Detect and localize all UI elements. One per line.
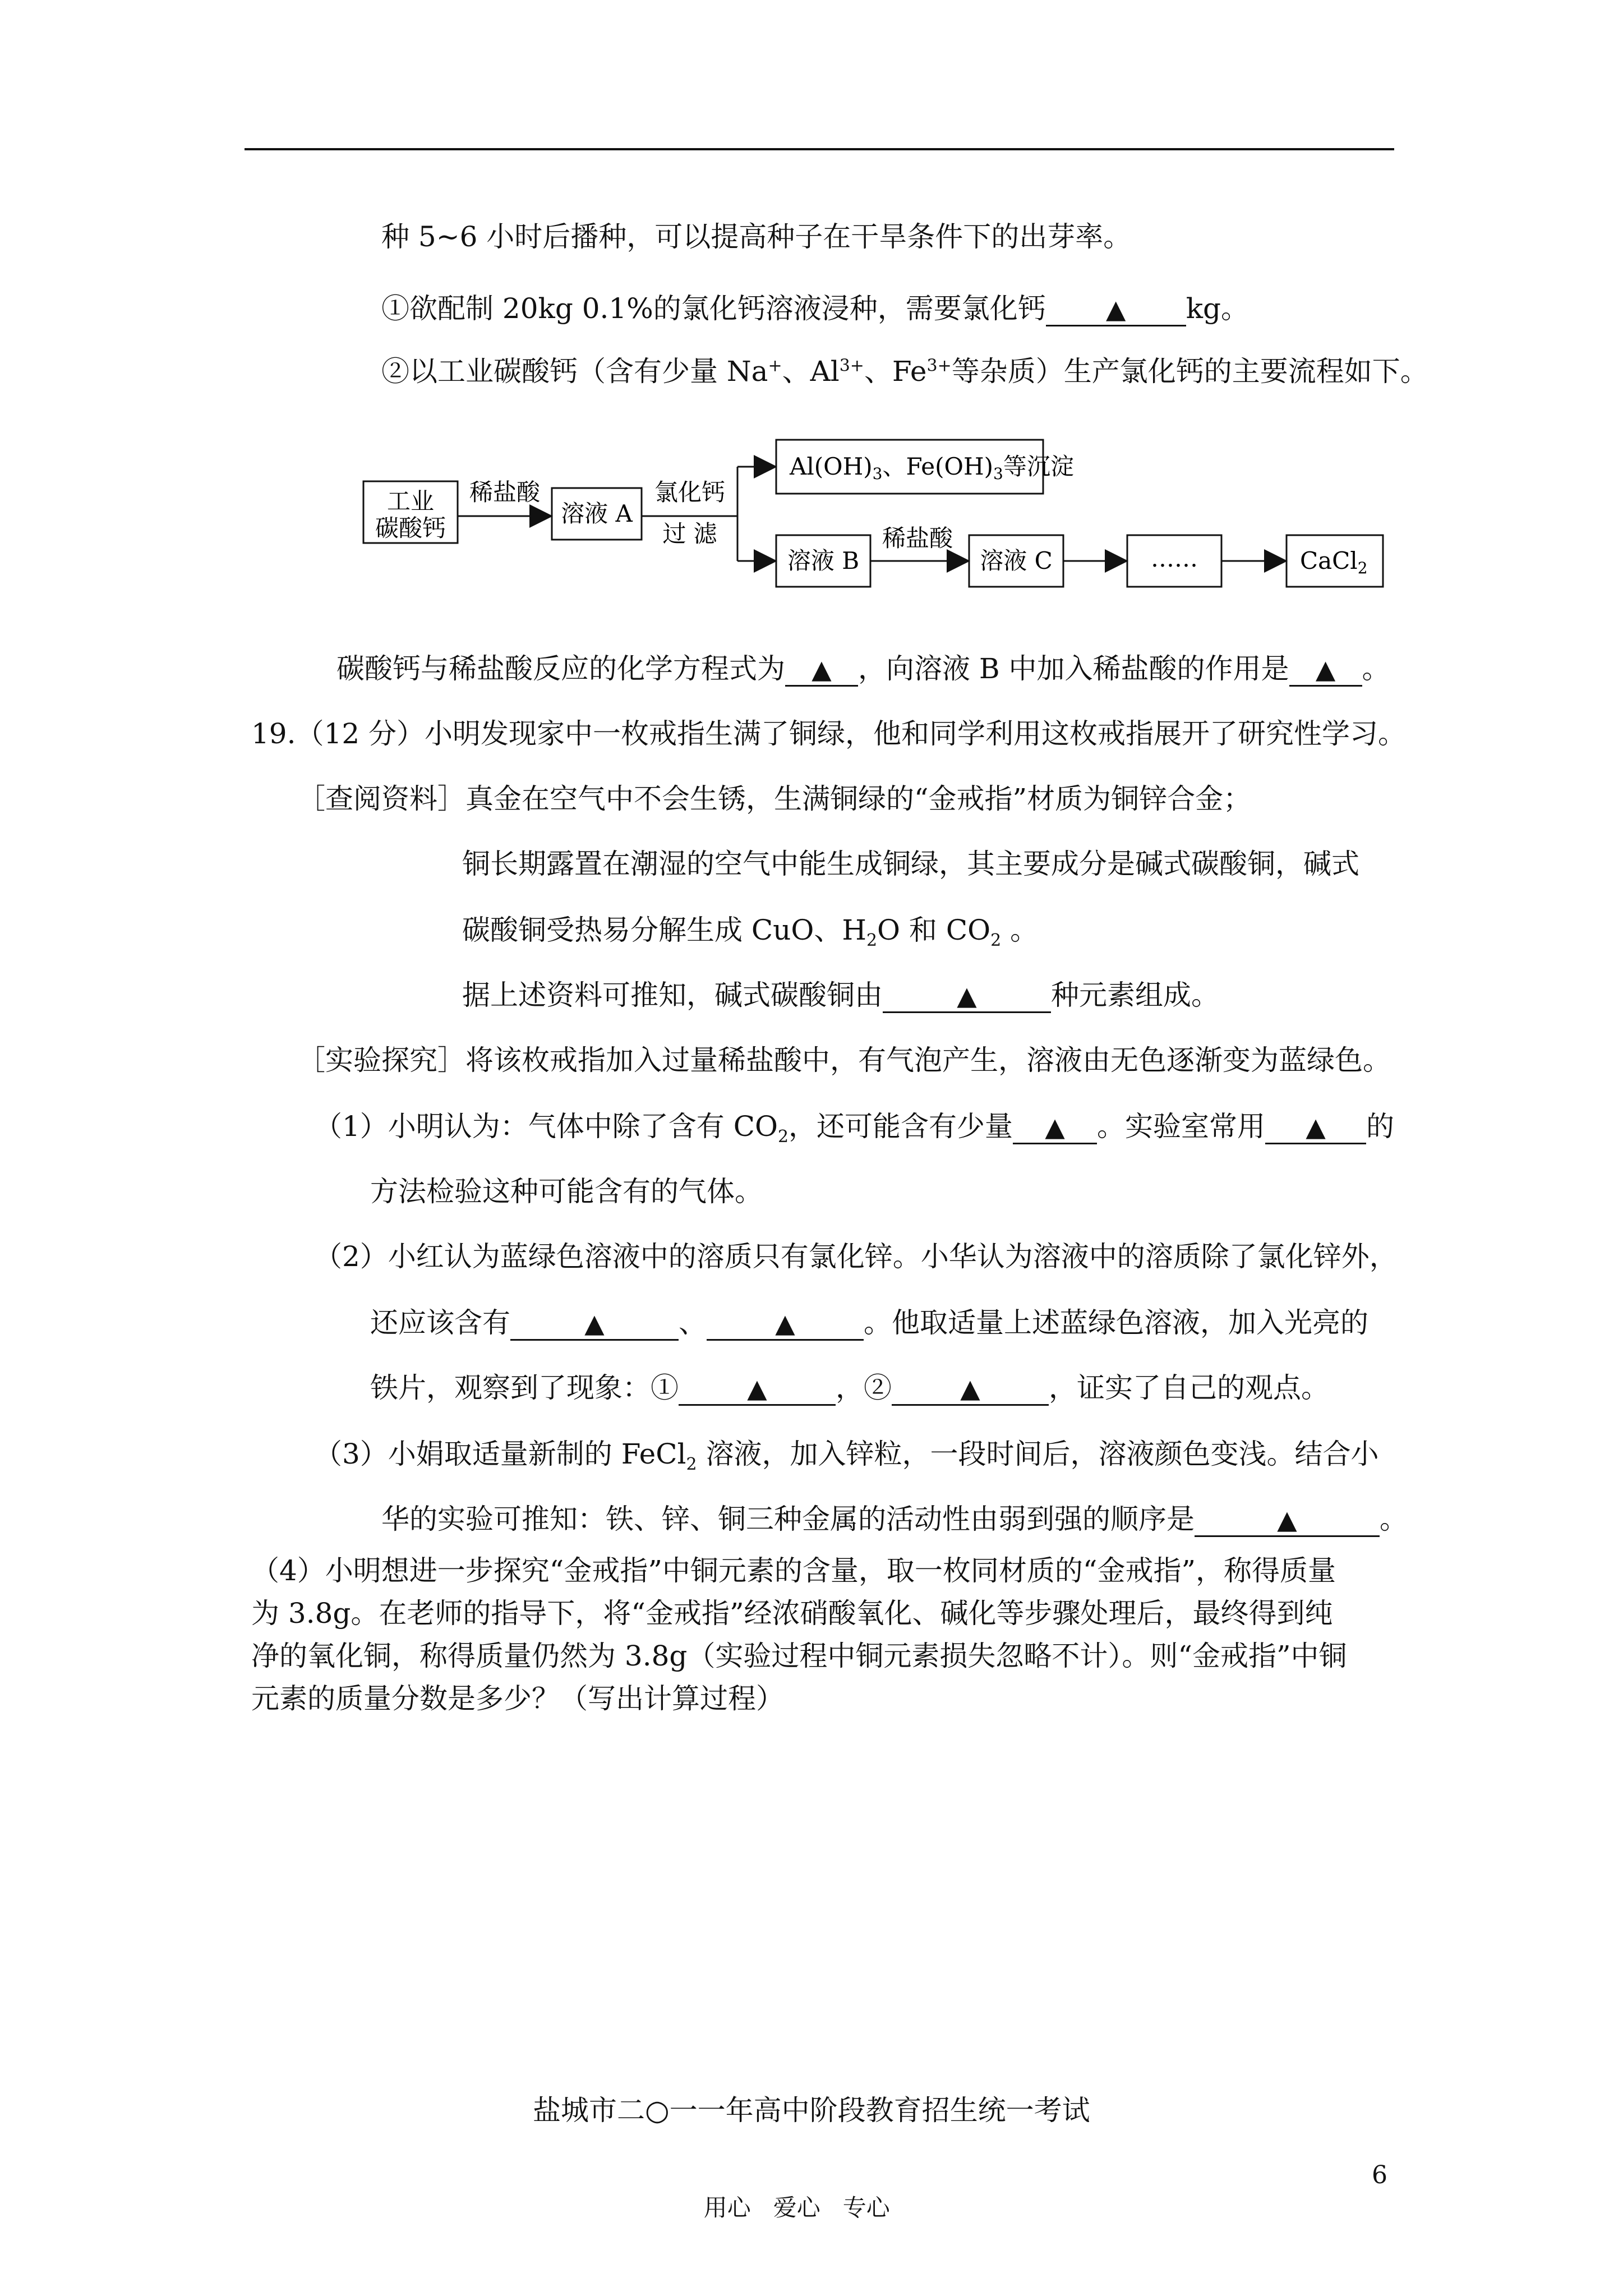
svg-text:溶液 B: 溶液 B — [787, 547, 860, 574]
reference-line-3: 碳酸铜受热易分解生成 CuO、$H_2O$ 和 $CO_2$ 。 — [462, 914, 1039, 950]
part-4-line-4: 元素的质量分数是多少？（写出计算过程） — [251, 1682, 784, 1715]
svg-text:碳酸钙: 碳酸钙 — [375, 514, 446, 542]
arrow-1-label: 稀盐酸 — [469, 478, 541, 506]
exam-title-footer: 盐城市二○一一年高中阶段教育招生统一考试 — [533, 2094, 1090, 2127]
reference-line-1: ［查阅资料］真金在空气中不会生锈，生满铜绿的“金戒指”材质为铜锌合金； — [297, 783, 1252, 815]
part-2-line-3: 铁片，观察到了现象：① ▲ ，② ▲ ，证实了自己的观点。 — [370, 1370, 1329, 1406]
arrow-3-label: 稀盐酸 — [882, 524, 953, 552]
arrow-2-label-bottom: 过 滤 — [662, 520, 717, 547]
box-solution-c — [969, 535, 1063, 587]
answer-blank[interactable]: ▲ — [883, 979, 1051, 1013]
part-1-line-1: （1）小明认为：气体中除了含有 $CO_2$，还可能含有少量 ▲ 。实验室常用 ▲ 的 — [314, 1110, 1395, 1147]
part-4-line-2: 为 3.8g。在老师的指导下，将“金戒指”经浓硝酸氧化、碱化等步骤处理后，最终得到纯 — [251, 1597, 1333, 1630]
motto-footer: 用心 爱心 专心 — [703, 2194, 890, 2221]
experiment-line: ［实验探究］将该枚戒指加入过量稀盐酸中，有气泡产生，溶液由无色逐渐变为蓝绿色。 — [297, 1044, 1391, 1076]
svg-text:Al(OH)3、Fe(OH)3等沉淀: Al(OH)3、Fe(OH)3等沉淀 — [790, 453, 1074, 483]
svg-text:……: …… — [1151, 545, 1198, 572]
svg-text:溶液 A: 溶液 A — [561, 500, 633, 527]
answer-blank[interactable]: ▲ — [679, 1372, 836, 1406]
box-industrial-caco3 — [363, 481, 458, 543]
part-3-line-2: 华的实验可推知：铁、锌、铜三种金属的活动性由弱到强的顺序是 ▲ 。 — [381, 1501, 1408, 1537]
box-precipitate — [776, 440, 1074, 494]
box-ellipsis — [1127, 535, 1221, 587]
reference-line-2: 铜长期露置在潮湿的空气中能生成铜绿，其主要成分是碱式碳酸铜，碱式 — [462, 848, 1359, 880]
svg-text:CaCl2: CaCl2 — [1300, 547, 1368, 577]
answer-blank[interactable]: ▲ — [892, 1372, 1049, 1406]
box-cacl2 — [1287, 535, 1383, 587]
svg-text:溶液 C: 溶液 C — [980, 547, 1053, 574]
part-4-line-3: 净的氧化铜，称得质量仍然为 3.8g（实验过程中铜元素损失忽略不计）。则“金戒指”中铜 — [251, 1640, 1347, 1672]
part-1-line-2: 方法检验这种可能含有的气体。 — [370, 1175, 763, 1208]
answer-blank[interactable]: ▲ — [707, 1307, 864, 1341]
part-3-line-1: （3）小娟取适量新制的 FeCl$_2$ 溶液，加入锌粒，一段时间后，溶液颜色变浅。结合小 — [314, 1438, 1379, 1474]
question-1-line: ①欲配制 20kg 0.1%的氯化钙溶液浸种，需要氯化钙 ▲ kg。 — [381, 291, 1249, 326]
answer-blank[interactable]: ▲ — [785, 653, 858, 687]
svg-text:工业: 工业 — [386, 487, 435, 515]
answer-blank[interactable]: ▲ — [1195, 1503, 1380, 1537]
arrow-2-label-top: 氯化钙 — [654, 478, 726, 506]
answer-blank[interactable]: ▲ — [1265, 1111, 1366, 1144]
text-line-seed: 种 5~6 小时后播种，可以提高种子在干旱条件下的出芽率。 — [381, 220, 1132, 253]
part-2-line-2: 还应该含有 ▲ 、 ▲ 。他取适量上述蓝绿色溶液，加入光亮的 — [370, 1305, 1368, 1341]
process-flow-chart — [336, 432, 1402, 600]
question-2-line: ②以工业碳酸钙（含有少量 Na+、$Al^{3+}$、$Fe^{3+}$等杂质）生产氯化钙的主要流程如下。 — [381, 355, 1428, 388]
part-2-line-1: （2）小红认为蓝绿色溶液中的溶质只有氯化锌。小华认为溶液中的溶质除了氯化锌外， — [314, 1240, 1398, 1273]
answer-blank[interactable]: ▲ — [1289, 653, 1362, 687]
header-rule — [245, 148, 1394, 150]
box-solution-b — [776, 535, 870, 587]
answer-blank[interactable]: ▲ — [510, 1307, 679, 1341]
question-19-title: 19.（12 分）小明发现家中一枚戒指生满了铜绿，他和同学利用这枚戒指展开了研究性学习。 — [251, 717, 1407, 750]
answer-blank[interactable]: ▲ — [1046, 293, 1186, 326]
equation-line: 碳酸钙与稀盐酸反应的化学方程式为 ▲ ，向溶液 B 中加入稀盐酸的作用是 ▲ 。 — [336, 651, 1390, 687]
part-4-line-1: （4）小明想进一步探究“金戒指”中铜元素的含量，取一枚同材质的“金戒指”，称得质量 — [251, 1554, 1336, 1587]
box-solution-a — [552, 488, 642, 540]
page-number: 6 — [1372, 2161, 1387, 2189]
answer-blank[interactable]: ▲ — [1013, 1111, 1097, 1144]
reference-line-4: 据上述资料可推知，碱式碳酸铜由 ▲ 种元素组成。 — [462, 977, 1219, 1013]
